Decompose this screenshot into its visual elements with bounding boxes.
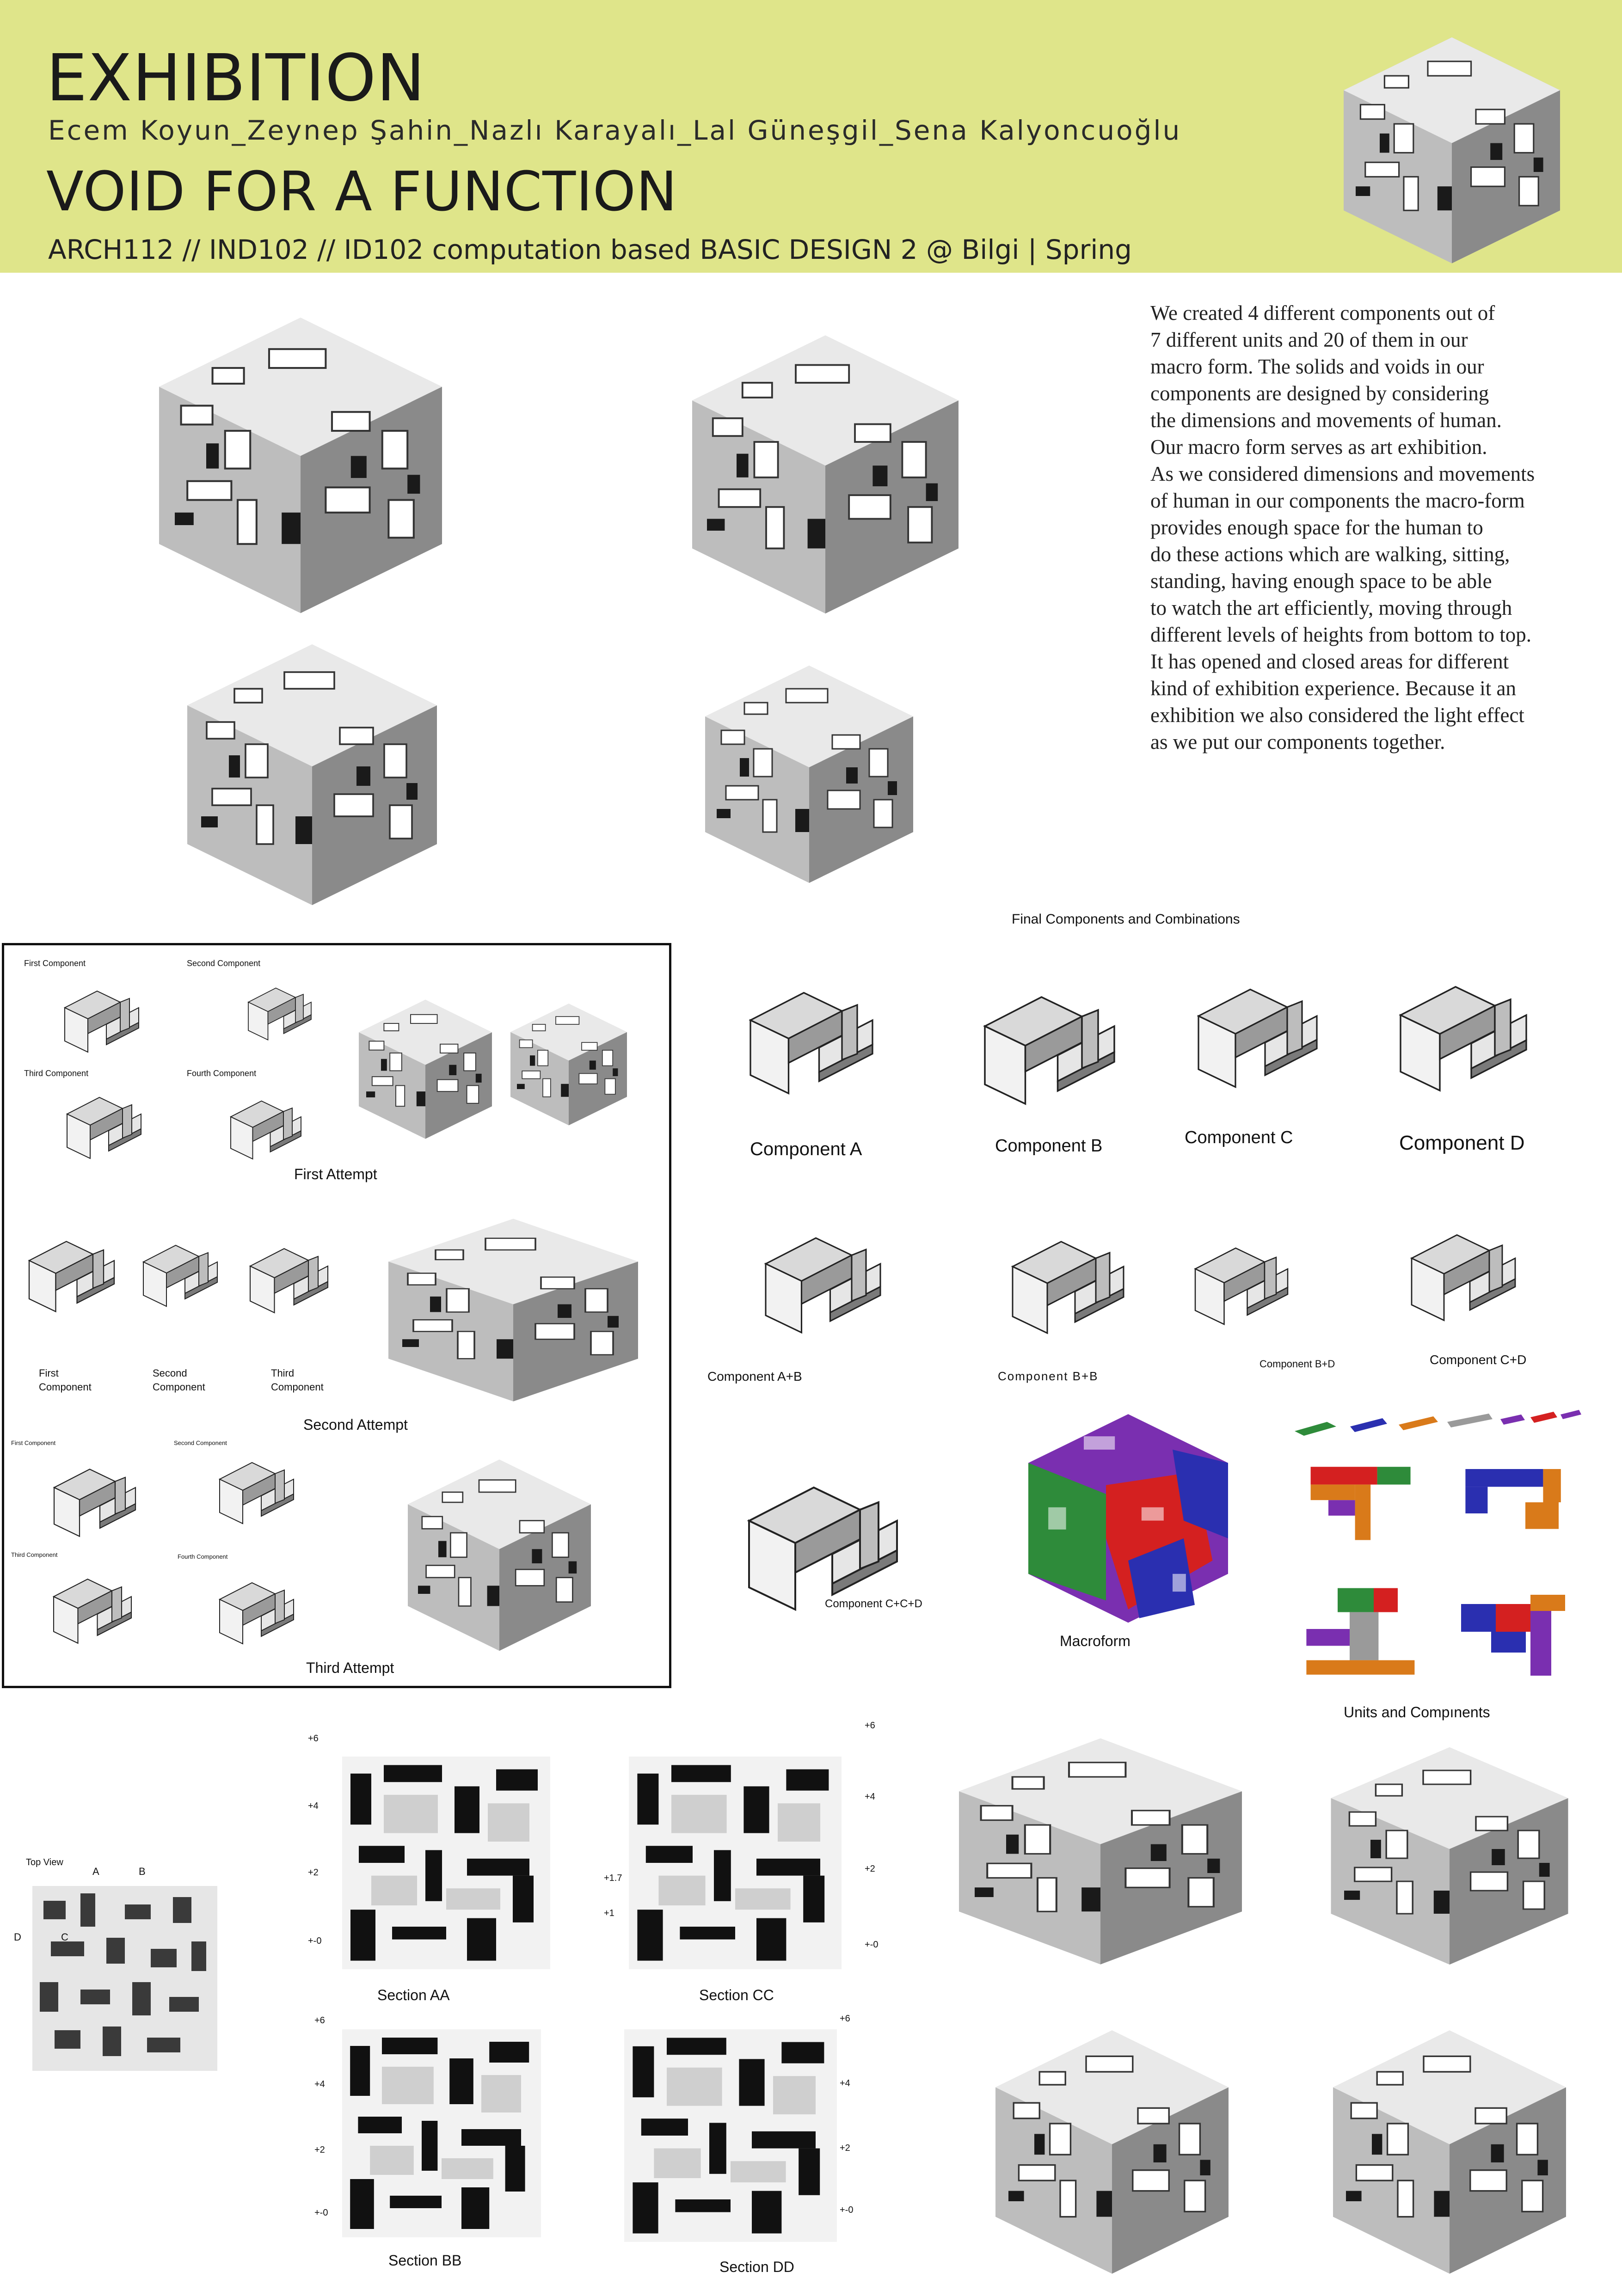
attempt3-component-2 bbox=[203, 1442, 310, 1535]
cc-level: +6 bbox=[865, 1720, 875, 1731]
cc-level: +4 bbox=[865, 1792, 875, 1802]
header-cube-render bbox=[1322, 28, 1581, 268]
attempt1-macro-2 bbox=[504, 994, 633, 1133]
attempt3-component-1 bbox=[42, 1447, 148, 1549]
course-line: ARCH112 // IND102 // ID102 computation based BASIC DESIGN 2 @ Bilgi | Spring bbox=[48, 234, 1132, 265]
component-d-render bbox=[1373, 952, 1554, 1109]
dd-level: +2 bbox=[840, 2143, 850, 2153]
bb-level: +4 bbox=[314, 2079, 325, 2089]
desc-line: It has opened and closed areas for different bbox=[1150, 650, 1509, 673]
attempt3-macro bbox=[384, 1451, 615, 1655]
subtitle: VOID FOR A FUNCTION bbox=[46, 159, 678, 223]
section-marker: D bbox=[14, 1931, 21, 1943]
section-dd-drawing bbox=[624, 2029, 837, 2242]
cc-level: +1.7 bbox=[604, 1873, 622, 1883]
unit-purple bbox=[1500, 1414, 1525, 1425]
units-assembly-3 bbox=[1295, 1581, 1429, 1701]
units-assembly-2 bbox=[1447, 1447, 1581, 1558]
desc-line: standing, having enough space to be able bbox=[1150, 569, 1492, 593]
combo-ccd-label: Component C+C+D bbox=[825, 1598, 922, 1610]
macroform-render-4 bbox=[680, 656, 939, 888]
component-c-label: Component C bbox=[1185, 1128, 1293, 1147]
combo-bd-label: Component B+D bbox=[1260, 1358, 1335, 1370]
attempt2-component-1 bbox=[18, 1197, 125, 1345]
third-attempt-caption: Third Attempt bbox=[306, 1659, 394, 1676]
component-ab-render bbox=[726, 1206, 920, 1350]
unit-red bbox=[1530, 1412, 1557, 1423]
authors: Ecem Koyun_Zeynep Şahin_Nazlı Karayalı_Lal Güneşgil_Sena Kalyoncuoğlu bbox=[48, 115, 1182, 146]
component-a-label: Component A bbox=[750, 1139, 862, 1159]
desc-line: the dimensions and movements of human. bbox=[1150, 409, 1502, 432]
attempt2-component-2 bbox=[134, 1197, 227, 1345]
unit-purple-2 bbox=[1561, 1410, 1581, 1419]
dd-level: +6 bbox=[840, 2014, 850, 2024]
component-a-render bbox=[735, 948, 888, 1123]
component-bd-render bbox=[1184, 1211, 1299, 1350]
aerial-render-2 bbox=[1313, 2020, 1586, 2279]
attempt2-label: Second Component bbox=[153, 1367, 205, 1393]
unit-orange bbox=[1399, 1416, 1438, 1430]
desc-line: exhibition we also considered the light effect bbox=[1150, 704, 1524, 727]
attempt1-label: Second Component bbox=[187, 959, 261, 968]
desc-line: provides enough space for the human to bbox=[1150, 516, 1483, 539]
units-label: Units and Compınents bbox=[1344, 1704, 1490, 1720]
aa-level: +6 bbox=[308, 1733, 319, 1744]
units-assembly-1 bbox=[1295, 1447, 1429, 1558]
attempt3-label: First Component bbox=[11, 1439, 56, 1446]
attempt1-label: First Component bbox=[24, 959, 86, 968]
desc-line: macro form. The solids and voids in our bbox=[1150, 355, 1484, 378]
units-strip bbox=[1295, 1408, 1581, 1440]
section-marker: C bbox=[61, 1931, 68, 1943]
component-b-label: Component B bbox=[995, 1136, 1103, 1156]
cc-level: +1 bbox=[604, 1908, 614, 1918]
page-title: EXHIBITION bbox=[46, 41, 425, 116]
desc-line: different levels of heights from bottom to top. bbox=[1150, 623, 1532, 646]
desc-line: as we put our components together. bbox=[1150, 730, 1445, 753]
bb-level: +-0 bbox=[314, 2208, 328, 2218]
aa-level: +-0 bbox=[308, 1936, 322, 1946]
desc-line: of human in our components the macro-form bbox=[1150, 489, 1525, 512]
section-aa-title: Section AA bbox=[377, 1987, 450, 2003]
first-attempt-caption: First Attempt bbox=[294, 1166, 377, 1182]
aa-level: +2 bbox=[308, 1867, 319, 1878]
dd-level: +4 bbox=[840, 2078, 850, 2088]
attempt1-label: Fourth Component bbox=[187, 1069, 257, 1078]
attempt1-component-3 bbox=[55, 1077, 153, 1169]
interior-render-1 bbox=[943, 1729, 1258, 1969]
macroform-colored-render bbox=[1017, 1405, 1239, 1627]
macroform-render-1 bbox=[125, 305, 476, 619]
dd-level: +-0 bbox=[840, 2205, 854, 2215]
header-band bbox=[0, 0, 1622, 273]
section-marker: A bbox=[92, 1866, 99, 1877]
attempt1-macro-1 bbox=[351, 985, 499, 1151]
desc-line: to watch the art efficiently, moving through bbox=[1150, 596, 1512, 619]
combo-cd-label: Component C+D bbox=[1430, 1353, 1527, 1367]
second-attempt-caption: Second Attempt bbox=[303, 1416, 408, 1433]
attempt1-component-2 bbox=[240, 971, 319, 1049]
attempt3-label: Third Component bbox=[11, 1551, 58, 1558]
component-bb-render bbox=[980, 1211, 1156, 1350]
top-view-plan bbox=[32, 1886, 217, 2071]
description-text bbox=[1150, 300, 1594, 755]
section-aa-drawing bbox=[342, 1757, 550, 1969]
attempt1-component-4 bbox=[213, 1082, 319, 1169]
desc-line: 7 different units and 20 of them in our bbox=[1150, 328, 1468, 351]
attempt2-label: Third Component bbox=[271, 1367, 324, 1393]
attempt3-component-3 bbox=[42, 1558, 143, 1655]
bb-level: +2 bbox=[314, 2145, 325, 2155]
desc-line: Our macro form serves as art exhibition. bbox=[1150, 435, 1487, 459]
unit-grey bbox=[1447, 1414, 1493, 1427]
cc-level: +2 bbox=[865, 1864, 875, 1874]
component-d-label: Component D bbox=[1399, 1132, 1525, 1154]
aerial-render-1 bbox=[980, 2020, 1244, 2279]
section-cc-drawing bbox=[629, 1757, 842, 1969]
final-heading: Final Components and Combinations bbox=[1012, 912, 1240, 927]
attempt1-component-1 bbox=[55, 971, 148, 1063]
section-marker: B bbox=[139, 1866, 146, 1877]
units-assembly-4 bbox=[1447, 1586, 1581, 1701]
attempt3-label: Second Component bbox=[174, 1439, 227, 1446]
desc-line: do these actions which are walking, sitting, bbox=[1150, 543, 1510, 566]
section-dd-title: Section DD bbox=[719, 2259, 794, 2275]
section-cc-title: Section CC bbox=[699, 1987, 774, 2003]
desc-line: kind of exhibition experience. Because it an bbox=[1150, 677, 1516, 700]
macroform-label: Macroform bbox=[1060, 1633, 1130, 1649]
interior-render-2 bbox=[1318, 1738, 1581, 1969]
component-c-render bbox=[1170, 957, 1346, 1105]
attempt2-label: First Component bbox=[39, 1367, 92, 1393]
unit-green bbox=[1295, 1422, 1336, 1436]
bb-level: +6 bbox=[314, 2015, 325, 2026]
attempt3-component-4 bbox=[194, 1562, 319, 1655]
macroform-render-2 bbox=[675, 324, 976, 619]
header-cube-svg bbox=[1322, 28, 1581, 268]
combo-ab-label: Component A+B bbox=[707, 1369, 802, 1384]
attempt1-label: Third Component bbox=[24, 1069, 89, 1078]
top-view-label: Top View bbox=[26, 1857, 63, 1867]
desc-line: components are designed by considering bbox=[1150, 382, 1489, 405]
combo-bb-label: Component B+B bbox=[998, 1369, 1099, 1383]
section-bb-title: Section BB bbox=[388, 2252, 462, 2269]
attempt3-label: Fourth Component bbox=[178, 1553, 228, 1560]
component-cd-render bbox=[1373, 1206, 1554, 1336]
aa-level: +4 bbox=[308, 1801, 319, 1811]
attempt2-macro bbox=[375, 1211, 652, 1405]
unit-blue bbox=[1350, 1418, 1387, 1432]
component-b-render bbox=[957, 961, 1142, 1123]
cc-level: +-0 bbox=[865, 1940, 879, 1950]
desc-line: We created 4 different components out of bbox=[1150, 301, 1495, 325]
attempt2-component-3 bbox=[240, 1211, 338, 1341]
desc-line: As we considered dimensions and movements bbox=[1150, 462, 1535, 485]
section-bb-drawing bbox=[342, 2029, 541, 2237]
macroform-render-3 bbox=[157, 633, 467, 911]
